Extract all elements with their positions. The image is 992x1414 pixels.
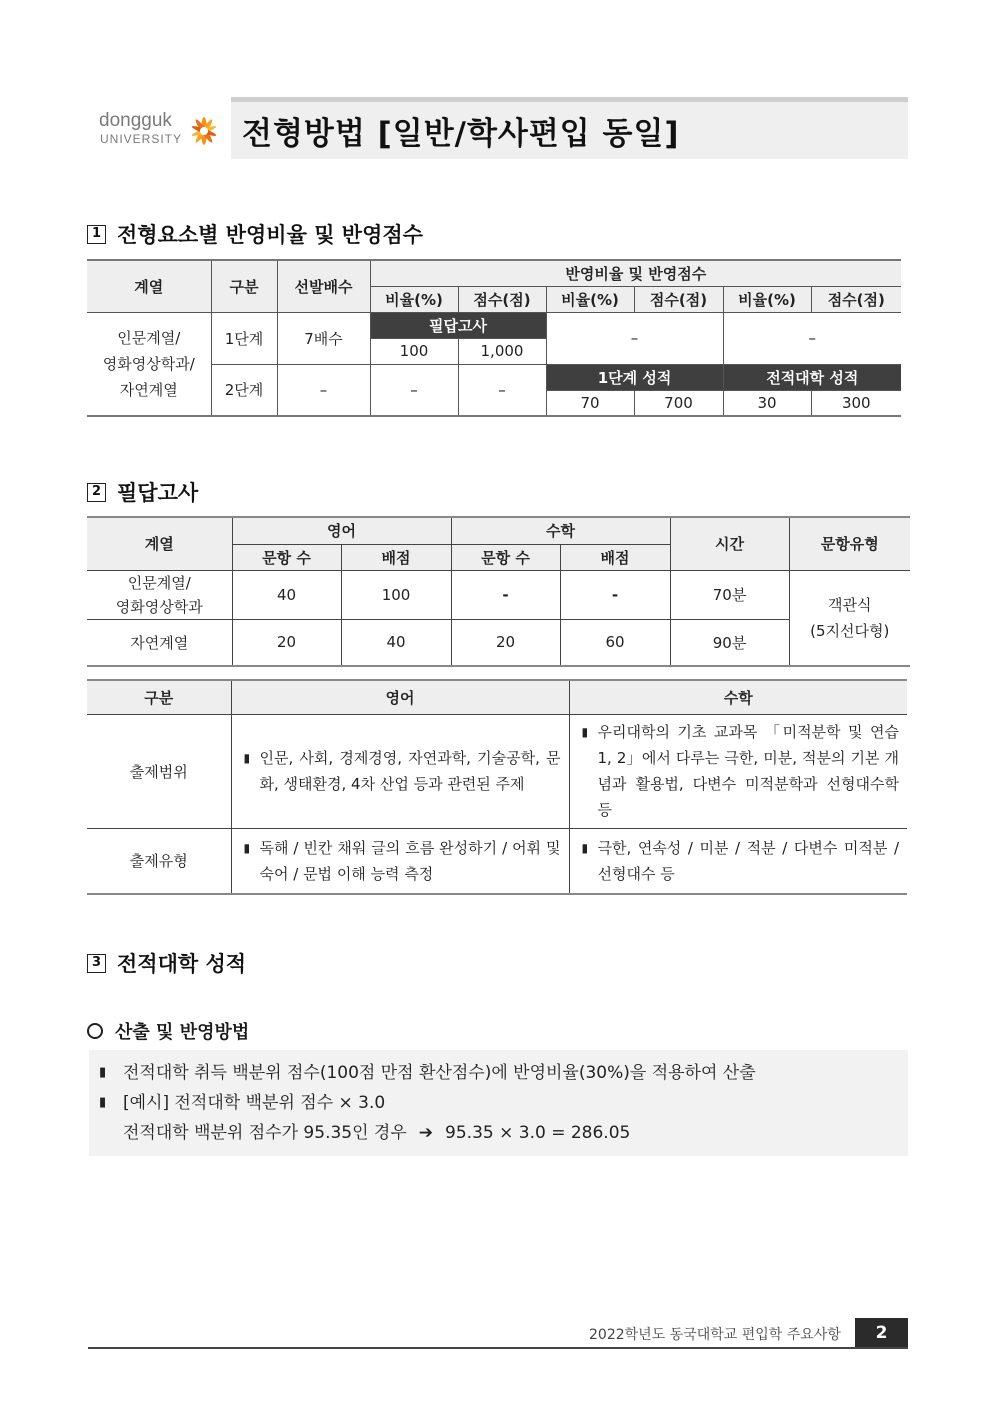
stage2-ratio-dash: –	[370, 364, 458, 416]
lotus-logo-icon	[183, 110, 225, 152]
dongguk-logo	[99, 110, 227, 154]
header-group: 반영비율 및 반영점수	[370, 260, 901, 286]
t2-header-eng: 영어	[232, 517, 451, 544]
stage1-result-label: 1단계 성적	[546, 364, 723, 390]
t3-row2-eng: ▮ 독해 / 빈칸 채워 글의 흐름 완성하기 / 어휘 및 숙어 / 문법 이해 능력 측정	[231, 828, 569, 894]
header-gubun: 구분	[211, 260, 277, 312]
title-bar	[231, 97, 908, 159]
t3-row2-math: ▮ 극한, 연속성 / 미분 / 적분 / 다변수 미적분 / 선형대수 등	[569, 828, 907, 894]
stage1-dash-1: –	[546, 312, 723, 364]
section3-title: 전적대학 성적	[117, 952, 247, 976]
t2-row1-time: 70분	[670, 570, 789, 619]
footer-text: 2022학년도 동국대학교 편입학 주요사항	[589, 1327, 841, 1343]
t3-row2-label: 출제유형	[87, 828, 231, 894]
t2-row2-math-points: 60	[560, 619, 670, 666]
stage2-score-dash: –	[458, 364, 546, 416]
t3-row1-label: 출제범위	[87, 714, 231, 828]
calc-method-title: 산출 및 반영방법	[115, 1022, 250, 1043]
sub-ratio: 비율(%)	[370, 286, 458, 312]
section2-number: 2	[87, 483, 106, 502]
written-exam-table	[87, 516, 910, 667]
header-baesu: 선발배수	[277, 260, 370, 312]
bullet-icon: ▮	[243, 840, 251, 855]
page-number: 2	[855, 1318, 908, 1348]
sub-ratio: 비율(%)	[723, 286, 811, 312]
sub-score: 점수(점)	[634, 286, 723, 312]
section3-number: 3	[87, 954, 106, 973]
bullet-icon: ▮	[99, 1065, 107, 1080]
arrow-right-icon: ➔	[418, 1123, 434, 1143]
pildap-ratio: 100	[370, 338, 458, 364]
t2-header-type: 문항유형	[789, 517, 910, 570]
sub-ratio: 비율(%)	[546, 286, 634, 312]
section3-heading	[87, 948, 246, 978]
pildap-label: 필답고사	[370, 312, 546, 338]
prev-result-label: 전적대학 성적	[723, 364, 901, 390]
t2-row2-math-count: 20	[451, 619, 560, 666]
t2-sub-count: 문항 수	[232, 544, 341, 570]
section1-number: 1	[87, 225, 106, 244]
page-title: 전형방법 [일반/학사편입 동일]	[242, 116, 680, 152]
logo-wordmark: dongguk	[99, 110, 172, 131]
sub-score: 점수(점)	[811, 286, 901, 312]
stage2-cell: 2단계	[211, 364, 277, 416]
pildap-score: 1,000	[458, 338, 546, 364]
bullet-icon: ▮	[99, 1095, 107, 1110]
section1-title: 전형요소별 반영비율 및 반영점수	[117, 223, 423, 247]
stage1-baesu-cell: 7배수	[277, 312, 370, 364]
t3-header-gubun: 구분	[87, 680, 231, 714]
t2-row2-eng-points: 40	[341, 619, 451, 666]
note-line-1: ▮ 전적대학 취득 백분위 점수(100점 만점 환산점수)에 반영비율(30%)을 적용하여 산출	[99, 1058, 908, 1088]
section1-heading	[87, 219, 423, 249]
t2-question-type: 객관식 (5지선다형)	[789, 570, 910, 666]
stage1-result-ratio: 70	[546, 390, 634, 416]
t2-row1-math-count: -	[451, 570, 560, 619]
t3-header-math: 수학	[569, 680, 907, 714]
t2-header-time: 시간	[670, 517, 789, 570]
header-gye: 계열	[87, 260, 211, 312]
circle-icon	[87, 1023, 103, 1039]
t2-row1-track: 인문계열/ 영화영상학과	[87, 570, 232, 619]
t2-row2-eng-count: 20	[232, 619, 341, 666]
ratio-score-table	[87, 259, 901, 417]
prev-result-ratio: 30	[723, 390, 811, 416]
t2-sub-points: 배점	[341, 544, 451, 570]
t3-row1-math: ▮ 우리대학의 기초 교과목 「미적분학 및 연습 1, 2」에서 다루는 극한, 미분, 적분의 기본 개념과 활용법, 다변수 미적분학과 선형대수학 등	[569, 714, 907, 828]
t2-row1-eng-count: 40	[232, 570, 341, 619]
t2-row1-math-points: -	[560, 570, 670, 619]
stage1-result-score: 700	[634, 390, 723, 416]
stage1-cell: 1단계	[211, 312, 277, 364]
t3-header-eng: 영어	[231, 680, 569, 714]
t2-sub-points: 배점	[560, 544, 670, 570]
note-line-2: ▮ [예시] 전적대학 백분위 점수 × 3.0	[99, 1088, 908, 1118]
t2-header-gye: 계열	[87, 517, 232, 570]
calc-note-box	[89, 1050, 908, 1156]
calc-method-heading	[87, 1018, 249, 1044]
section2-title: 필답고사	[117, 481, 199, 505]
bullet-icon: ▮	[581, 724, 589, 739]
t2-header-math: 수학	[451, 517, 670, 544]
t2-row2-track: 자연계열	[87, 619, 232, 666]
track-cell: 인문계열/ 영화영상학과/ 자연계열	[87, 312, 211, 416]
note-line-3: 전적대학 백분위 점수가 95.35인 경우 ➔ 95.35 × 3.0 = 286.05	[99, 1118, 908, 1148]
t3-row1-eng: ▮ 인문, 사회, 경제경영, 자연과학, 기술공학, 문화, 생태환경, 4차 산업 등과 관련된 주제	[231, 714, 569, 828]
stage2-baesu-dash: –	[277, 364, 370, 416]
prev-result-score: 300	[811, 390, 901, 416]
section2-heading	[87, 477, 198, 507]
stage1-dash-2: –	[723, 312, 901, 364]
logo-subtext: UNIVERSITY	[100, 132, 183, 146]
exam-scope-table	[87, 679, 907, 895]
t2-sub-count: 문항 수	[451, 544, 560, 570]
t2-row2-time: 90분	[670, 619, 789, 666]
bullet-icon: ▮	[581, 840, 589, 855]
sub-score: 점수(점)	[458, 286, 546, 312]
t2-row1-eng-points: 100	[341, 570, 451, 619]
bullet-icon: ▮	[243, 751, 251, 765]
footer-divider	[88, 1347, 908, 1349]
